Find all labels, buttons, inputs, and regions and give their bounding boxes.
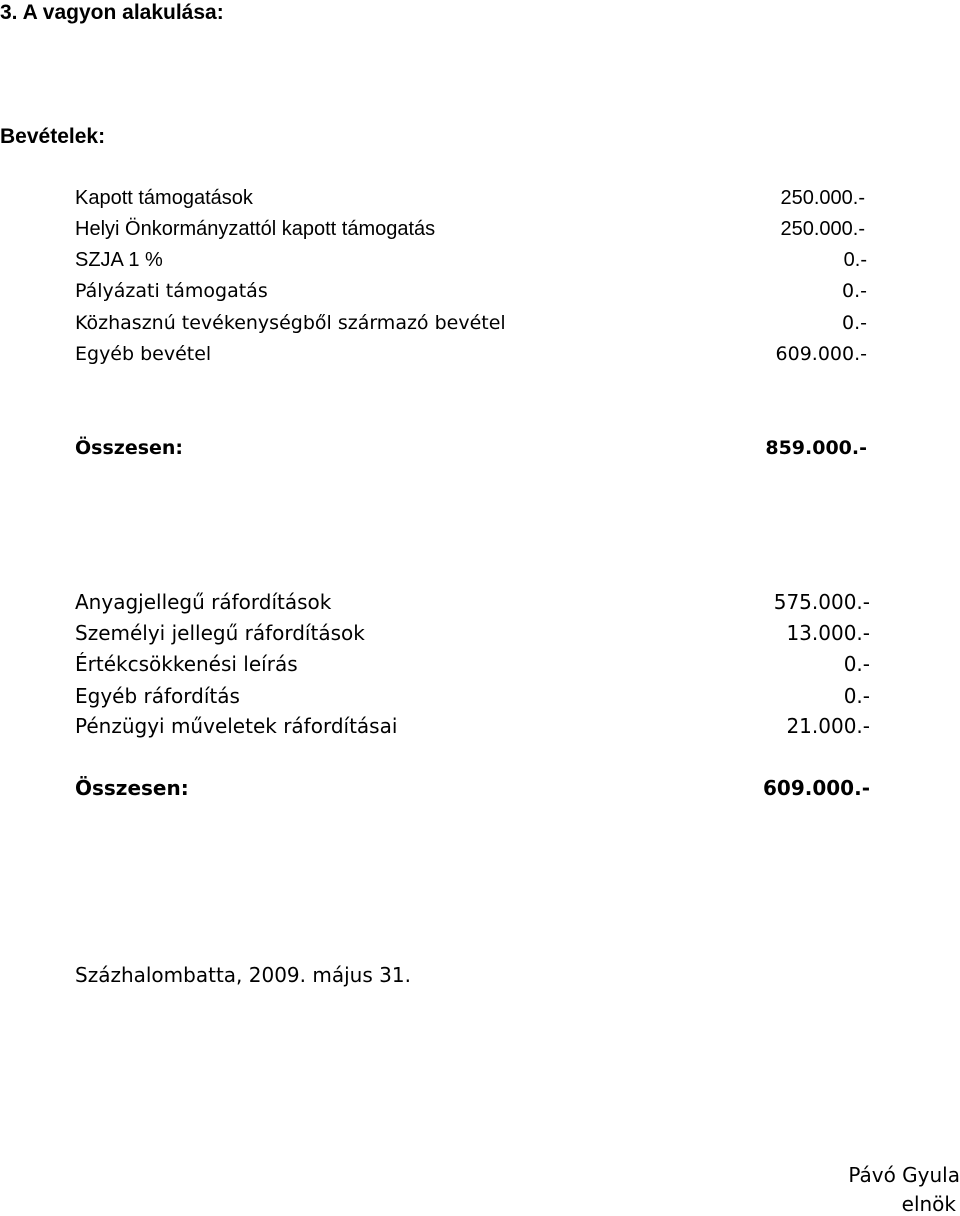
income-row [75, 341, 867, 371]
section-title: 3. A vagyon alakulása: [0, 1, 224, 24]
income-row [75, 247, 867, 277]
income-value: 609.000.- [775, 343, 867, 365]
expense-value: 0.- [843, 652, 870, 676]
expense-total-row [75, 774, 870, 804]
income-row [75, 185, 865, 215]
expense-value: 0.- [843, 684, 870, 708]
income-label: Közhasznú tevékenységből származó bevétel [75, 312, 506, 334]
income-row [75, 216, 865, 246]
expense-label: Egyéb ráfordítás [75, 684, 240, 708]
expense-label: Személyi jellegű ráfordítások [75, 621, 365, 645]
signature-title: elnök [901, 1192, 956, 1216]
expense-row [75, 619, 870, 649]
income-value: 0.- [843, 249, 867, 271]
income-value: 0.- [842, 312, 867, 334]
expense-value: 21.000.- [786, 714, 870, 738]
expense-label: Anyagjellegű ráfordítások [75, 590, 332, 614]
signature-name: Pávó Gyula [848, 1163, 960, 1187]
income-total-value: 859.000.- [765, 437, 867, 459]
place-date: Százhalombatta, 2009. május 31. [75, 963, 411, 987]
income-label: Pályázati támogatás [75, 280, 268, 302]
expense-value: 575.000.- [773, 590, 870, 614]
expense-row [75, 712, 870, 742]
expense-total-label: Összesen: [75, 776, 189, 800]
income-row [75, 278, 867, 308]
income-total-label: Összesen: [75, 437, 184, 459]
expense-total-value: 609.000.- [763, 776, 870, 800]
expense-row [75, 588, 870, 618]
income-label: Egyéb bevétel [75, 343, 212, 365]
expense-label: Értékcsökkenési leírás [75, 652, 298, 676]
expense-row [75, 650, 870, 680]
expense-row [75, 682, 870, 712]
expense-label: Pénzügyi műveletek ráfordításai [75, 714, 398, 738]
income-heading: Bevételek: [0, 125, 106, 148]
income-label: Kapott támogatások [75, 187, 253, 209]
expense-value: 13.000.- [786, 621, 870, 645]
income-value: 0.- [842, 280, 867, 302]
income-row [75, 310, 867, 340]
income-label: SZJA 1 % [75, 249, 163, 271]
income-total-row [75, 435, 867, 465]
income-value: 250.000.- [780, 218, 865, 240]
income-value: 250.000.- [780, 187, 865, 209]
income-label: Helyi Önkormányzattól kapott támogatás [75, 218, 436, 240]
